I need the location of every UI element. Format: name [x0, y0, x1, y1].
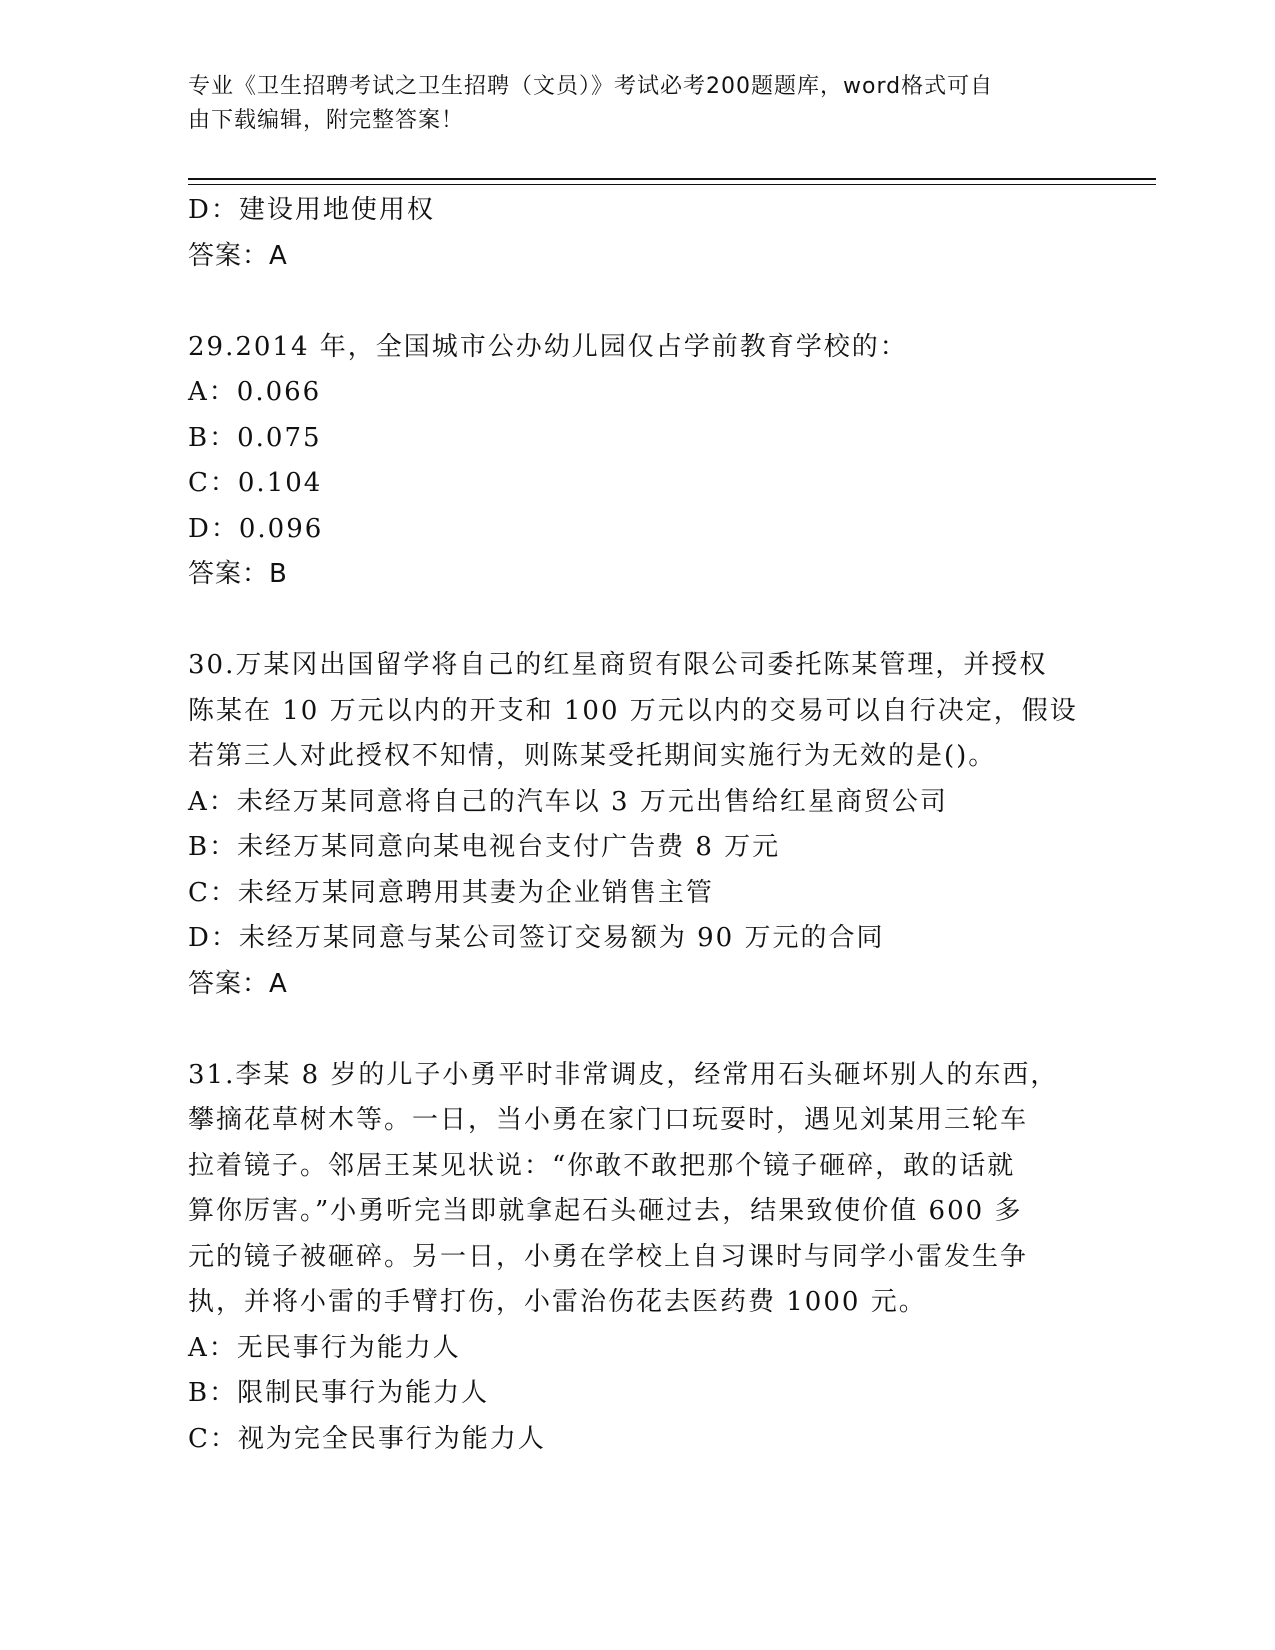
header-line-1: 专业《卫生招聘考试之卫生招聘（文员）》考试必考200题题库，word格式可自 — [188, 74, 994, 99]
option-b: B：限制民事行为能力人 — [188, 1378, 490, 1408]
option-b: B：未经万某同意向某电视台支付广告费 8 万元 — [188, 832, 781, 862]
option-c: C：0.104 — [188, 468, 323, 498]
question-stem-line: 算你厉害。”小勇听完当即就拿起石头砸过去，结果致使价值 600 多 — [188, 1196, 1023, 1226]
answer: 答案：B — [188, 559, 288, 589]
answer: 答案：A — [188, 968, 288, 999]
question-29 — [188, 325, 1088, 598]
option-a: A：无民事行为能力人 — [188, 1332, 461, 1363]
spacer — [188, 1007, 1088, 1053]
option-b: B：0.075 — [188, 422, 322, 453]
option-a: A：0.066 — [188, 377, 322, 407]
question-stem-line: 元的镜子被砸碎。另一日，小勇在学校上自习课时与同学小雷发生争 — [188, 1241, 1029, 1272]
question-31 — [188, 1053, 1088, 1463]
spacer — [188, 598, 1088, 644]
question-30 — [188, 643, 1088, 1007]
question-stem-line: 30.万某冈出国留学将自己的红星商贸有限公司委托陈某管理，并授权 — [188, 650, 1048, 680]
question-stem-line: 31.李某 8 岁的儿子小勇平时非常调皮，经常用石头砸坏别人的东西， — [188, 1059, 1059, 1090]
question-list — [188, 188, 1088, 1462]
question-stem-line: 陈某在 10 万元以内的开支和 100 万元以内的交易可以自行决定，假设 — [188, 695, 1078, 726]
question-stem-line: 若第三人对此授权不知情，则陈某受托期间实施行为无效的是()。 — [188, 741, 997, 771]
header-divider-thick — [188, 178, 1156, 180]
spacer — [188, 279, 1088, 325]
answer: 答案：A — [188, 240, 288, 271]
option-d: D：未经万某同意与某公司签订交易额为 90 万元的合同 — [188, 923, 885, 953]
option-d: D：建设用地使用权 — [188, 195, 435, 225]
question-stem-line: 拉着镜子。邻居王某见状说：“你敢不敢把那个镜子砸碎，敢的话就 — [188, 1150, 1016, 1181]
header-divider-thin — [188, 184, 1156, 185]
question-stem-line: 执，并将小雷的手臂打伤，小雷治伤花去医药费 1000 元。 — [188, 1287, 927, 1317]
option-c: C：未经万某同意聘用其妻为企业销售主管 — [188, 877, 714, 908]
question-stem-line: 攀摘花草树木等。一日，当小勇在家门口玩耍时，遇见刘某用三轮车 — [188, 1105, 1029, 1135]
option-a: A：未经万某同意将自己的汽车以 3 万元出售给红星商贸公司 — [188, 786, 948, 817]
option-d: D：0.096 — [188, 513, 324, 544]
header-line-2: 由下载编辑，附完整答案！ — [188, 108, 465, 133]
option-c: C：视为完全民事行为能力人 — [188, 1423, 546, 1454]
question-28 — [188, 188, 1088, 279]
question-stem: 29.2014 年，全国城市公办幼儿园仅占学前教育学校的： — [188, 331, 908, 362]
document-header — [188, 70, 1068, 138]
